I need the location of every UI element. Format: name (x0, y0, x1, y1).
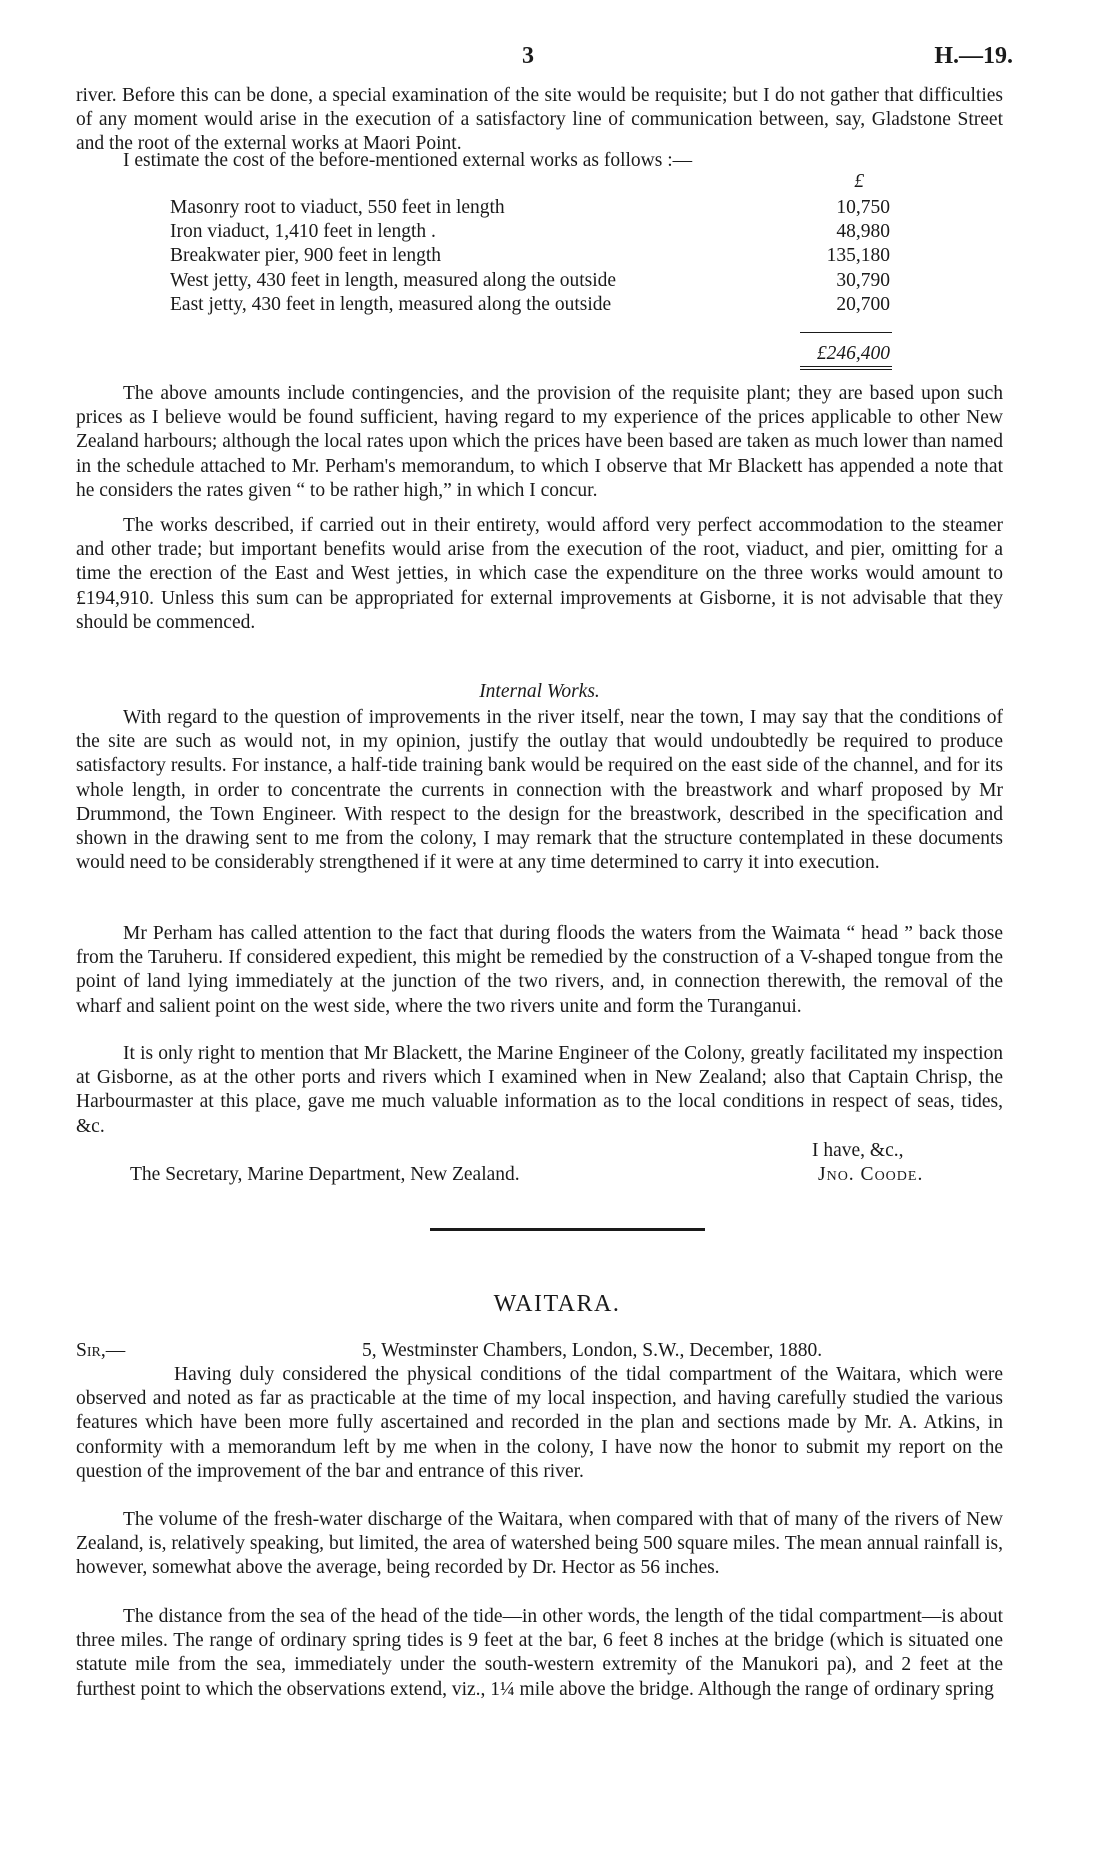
page-header (0, 44, 1114, 74)
cost-row (170, 244, 920, 268)
cost-table (170, 171, 920, 364)
cost-item: Breakwater pier, 900 feet in length (170, 245, 442, 267)
cost-amount: 20,700 (836, 293, 890, 315)
paragraph-river: river. Before this can be done, a special examination of the site would be requisite; but I do not gather that difficulties of any moment would arise in the execution of a satisfactory line of communication between, say, Gladstone Street and the root of the external works at Maori Point. (76, 85, 1003, 155)
subheading-internal-works: Internal Works. (479, 681, 600, 702)
sender-address: 5, Westminster Chambers, London, S.W., December, 1880. (362, 1340, 823, 1361)
total-rule (800, 332, 892, 333)
total-double-rule (800, 369, 892, 370)
cost-amount: 10,750 (836, 197, 890, 218)
page-number: 3 (522, 43, 534, 69)
cost-row (170, 269, 920, 293)
total-double-rule (800, 366, 892, 367)
cost-total: £246,400 (816, 343, 890, 364)
paragraph-perham: Mr Perham has called attention to the fact that during floods the waters from the Waimata “ head ” back those from the Taruheru. If considered expedient, this might be remedied by the construction of a V-shaped tongue from the point of land lying immediately at the junction of the two rivers, and, in connection therewith, the removal of the wharf and salient point on the west side, where the two rivers unite and form the Turanganui. (76, 923, 1003, 1017)
letter-heading (76, 1339, 1003, 1363)
cost-row (170, 196, 920, 220)
paragraph-internal: With regard to the question of improvements in the river itself, near the town, I may say that the conditions of the site are such as would not, in my opinion, justify the outlay that would undoubtedly be required to produce satisfactory results. For instance, a half-tide training bank would be required on the east side of the channel, and for its whole length, in order to concentrate the currents in connection with the breastwork and wharf proposed by Mr Drummond, the Town Engineer. With respect to the design for the breastwork, described in the specification and shown in the drawing sent to me from the colony, I may remark that the structure contemplated in these documents would need to be considerably strengthened if it were at any time determined to carry it into execution. (76, 707, 1003, 874)
section-divider (430, 1228, 705, 1231)
cost-row (170, 293, 920, 317)
paragraph-blackett: It is only right to mention that Mr Blackett, the Marine Engineer of the Colony, greatly facilitated my inspection at Gisborne, as at the other ports and rivers which I examined when in New Zealand; also that Captain Chrisp, the Harbourmaster at this place, gave me much valuable information as to the local conditions in respect of seas, tides, &c. (76, 1043, 1003, 1137)
cost-amount: 48,980 (836, 221, 890, 243)
cost-item: Masonry root to viaduct, 550 feet in length (170, 197, 505, 218)
currency-header: £ (854, 171, 864, 192)
paragraph-distance: The distance from the sea of the head of the tide—in other words, the length of the tidal compartment—is about three miles. The range of ordinary spring tides is 9 feet at the bar, 6 feet 8 inches at the bridge (which is situated one statute mile from the sea, immediately under the south-western extremity of the Manukori pa), and 2 feet at the furthest point to which the observations extend, viz., 1¼ mile above the bridge. Although the range of ordinary spring (76, 1606, 1003, 1700)
paragraph-having-considered: Having duly considered the physical conditions of the tidal compartment of the Waitara, which were observed and noted as far as practicable at the time of my local inspection, and having carefully studied the various features which have been more fully ascertained and recorded in the plan and sections made by Mr. A. Atkins, in conformity with a memorandum left by me when in the colony, I have now the honor to submit my report on the question of the improvement of the bar and entrance of this river. (76, 1364, 1003, 1482)
cost-amount: 30,790 (836, 269, 890, 291)
document-id: H.—19. (934, 43, 1013, 69)
cost-amount: 135,180 (826, 245, 890, 267)
addressee: The Secretary, Marine Department, New Zealand. (130, 1164, 520, 1185)
closing: I have, &c., (812, 1140, 904, 1161)
cost-row (170, 220, 920, 244)
paragraph-works-described: The works described, if carried out in their entirety, would afford very perfect accommodation to the steamer and other trade; but important benefits would arise from the execution of the root, viaduct, and pier, omitting for a time the erection of the East and West jetties, in which case the expenditure on the three works would amount to £194,910. Unless this sum can be appropriated for external improvements at Gisborne, it is not advisable that they should be commenced. (76, 515, 1003, 633)
paragraph-above-amounts: The above amounts include contingencies, and the provision of the requisite plant; they are based upon such prices as I believe would be found sufficient, having regard to my experience of the prices applicable to other New Zealand harbours; although the local rates upon which the prices have been based are taken as much lower than named in the schedule attached to Mr. Perham's memorandum, to which I observe that Mr Blackett has appended a note that he considers the rates given “ to be rather high,” in which I concur. (76, 383, 1003, 501)
section-title: WAITARA. (493, 1291, 621, 1317)
cost-item: Iron viaduct, 1,410 feet in length . (170, 221, 436, 243)
cost-item: East jetty, 430 feet in length, measured along the outside (170, 293, 612, 315)
paragraph-estimate: I estimate the cost of the before-mentioned external works as follows :— (123, 150, 693, 171)
cost-item: West jetty, 430 feet in length, measured along the outside (170, 269, 617, 291)
salutation: Sir,— (76, 1340, 126, 1361)
signature: Jno. Coode. (818, 1164, 924, 1185)
paragraph-volume: The volume of the fresh-water discharge of the Waitara, when compared with that of many of the rivers of New Zealand, is, relatively speaking, but limited, the area of watershed being 500 square miles. The mean annual rainfall is, however, somewhat above the average, being recorded by Dr. Hector as 56 inches. (76, 1509, 1003, 1579)
